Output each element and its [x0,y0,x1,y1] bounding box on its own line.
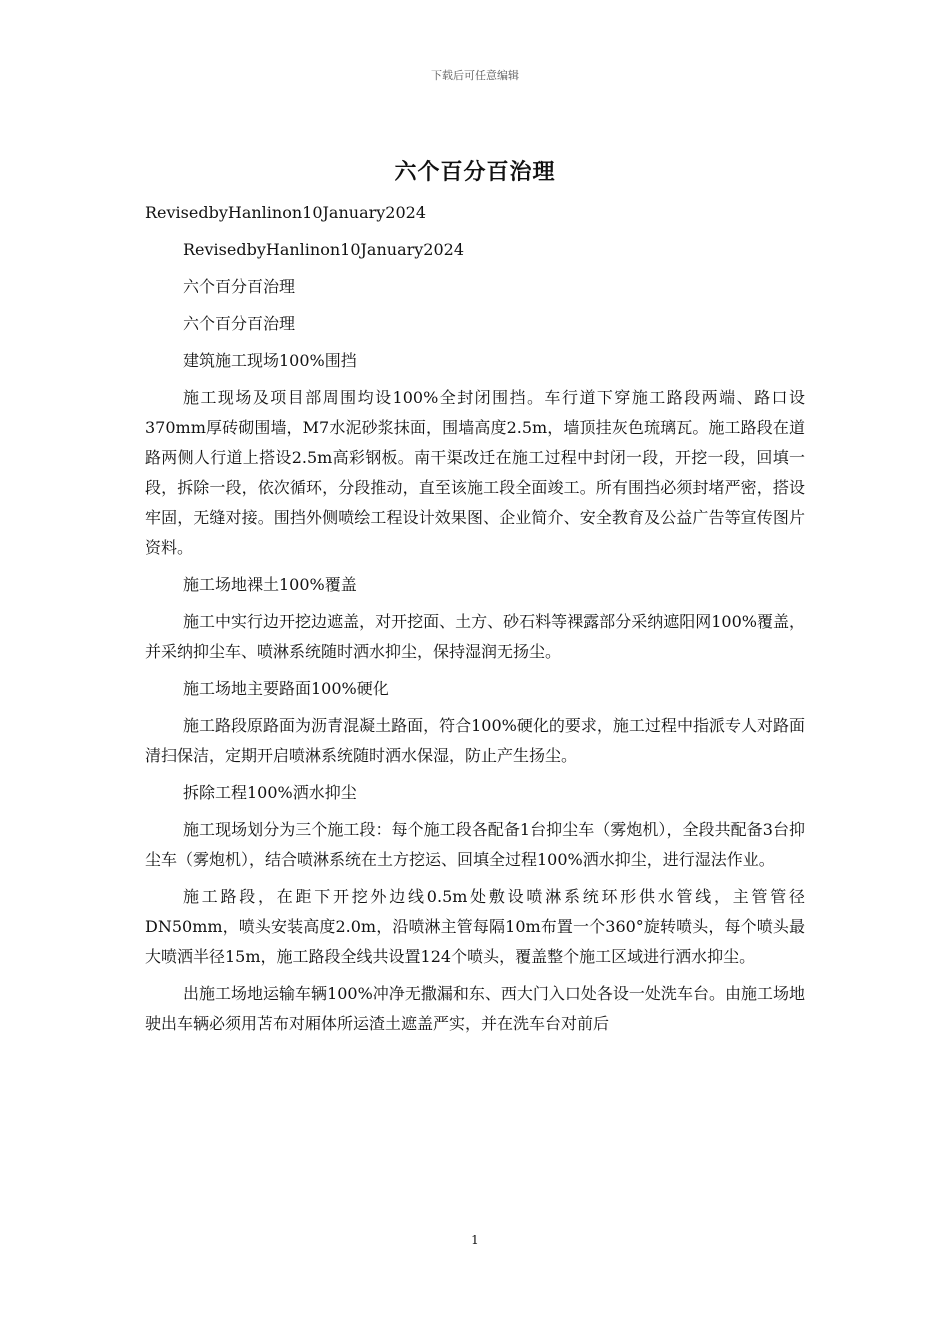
revision-line-indented: RevisedbyHanlinon10January2024 [183,240,465,259]
section-paragraph: 施工路段原路面为沥青混凝土路面，符合100%硬化的要求，施工过程中指派专人对路面清扫保洁，定期开启喷淋系统随时洒水保湿，防止产生扬尘。 [145,716,805,765]
page-number: 1 [471,1233,479,1247]
subtitle-line: 六个百分百治理 [183,277,296,296]
section-paragraph: 出施工场地运输车辆100%冲净无撒漏和东、西大门入口处各设一处洗车台。由施工场地驶出车辆必须用苫布对厢体所运渣土遮盖严实，并在洗车台对前后 [145,984,805,1033]
section-heading: 拆除工程100%洒水抑尘 [183,783,357,802]
document-body [145,198,805,1046]
revision-line: RevisedbyHanlinon10January2024 [145,203,427,222]
subtitle-line: 六个百分百治理 [183,314,296,333]
section-heading: 施工场地主要路面100%硬化 [183,679,389,698]
section-paragraph: 施工路段，在距下开挖外边线0.5m处敷设喷淋系统环形供水管线，主管管径DN50mm，喷头安装高度2.0m，沿喷淋主管每隔10m布置一个360°旋转喷头，每个喷头最大喷洒半径15m，施工路段全线共设置124个喷头，覆盖整个施工区域进行洒水抑尘。 [145,887,805,966]
section-paragraph: 施工中实行边开挖边遮盖，对开挖面、土方、砂石料等裸露部分采纳遮阳网100%覆盖，并采纳抑尘车、喷淋系统随时洒水抑尘，保持湿润无扬尘。 [145,612,805,661]
section-paragraph: 施工现场划分为三个施工段：每个施工段各配备1台抑尘车（雾炮机），全段共配备3台抑尘车（雾炮机），结合喷淋系统在土方挖运、回填全过程100%洒水抑尘，进行湿法作业。 [145,820,805,869]
section-heading: 建筑施工现场100%围挡 [183,351,357,370]
section-paragraph: 施工现场及项目部周围均设100%全封闭围挡。车行道下穿施工路段两端、路口设370mm厚砖砌围墙，M7水泥砂浆抹面，围墙高度2.5m，墙顶挂灰色琉璃瓦。施工路段在道路两侧人行道上搭设2.5m高彩钢板。南干渠改迁在施工过程中封闭一段，开挖一段，回填一段，拆除一段，依次循环，分段推动，直至该施工段全面竣工。所有围挡必须封堵严密，搭设牢固，无缝对接。围挡外侧喷绘工程设计效果图、企业简介、安全教育及公益广告等宣传图片资料。 [145,388,805,557]
page-header: 下载后可任意编辑 [431,69,519,82]
document-title: 六个百分百治理 [394,159,556,185]
section-heading: 施工场地裸土100%覆盖 [183,575,357,594]
